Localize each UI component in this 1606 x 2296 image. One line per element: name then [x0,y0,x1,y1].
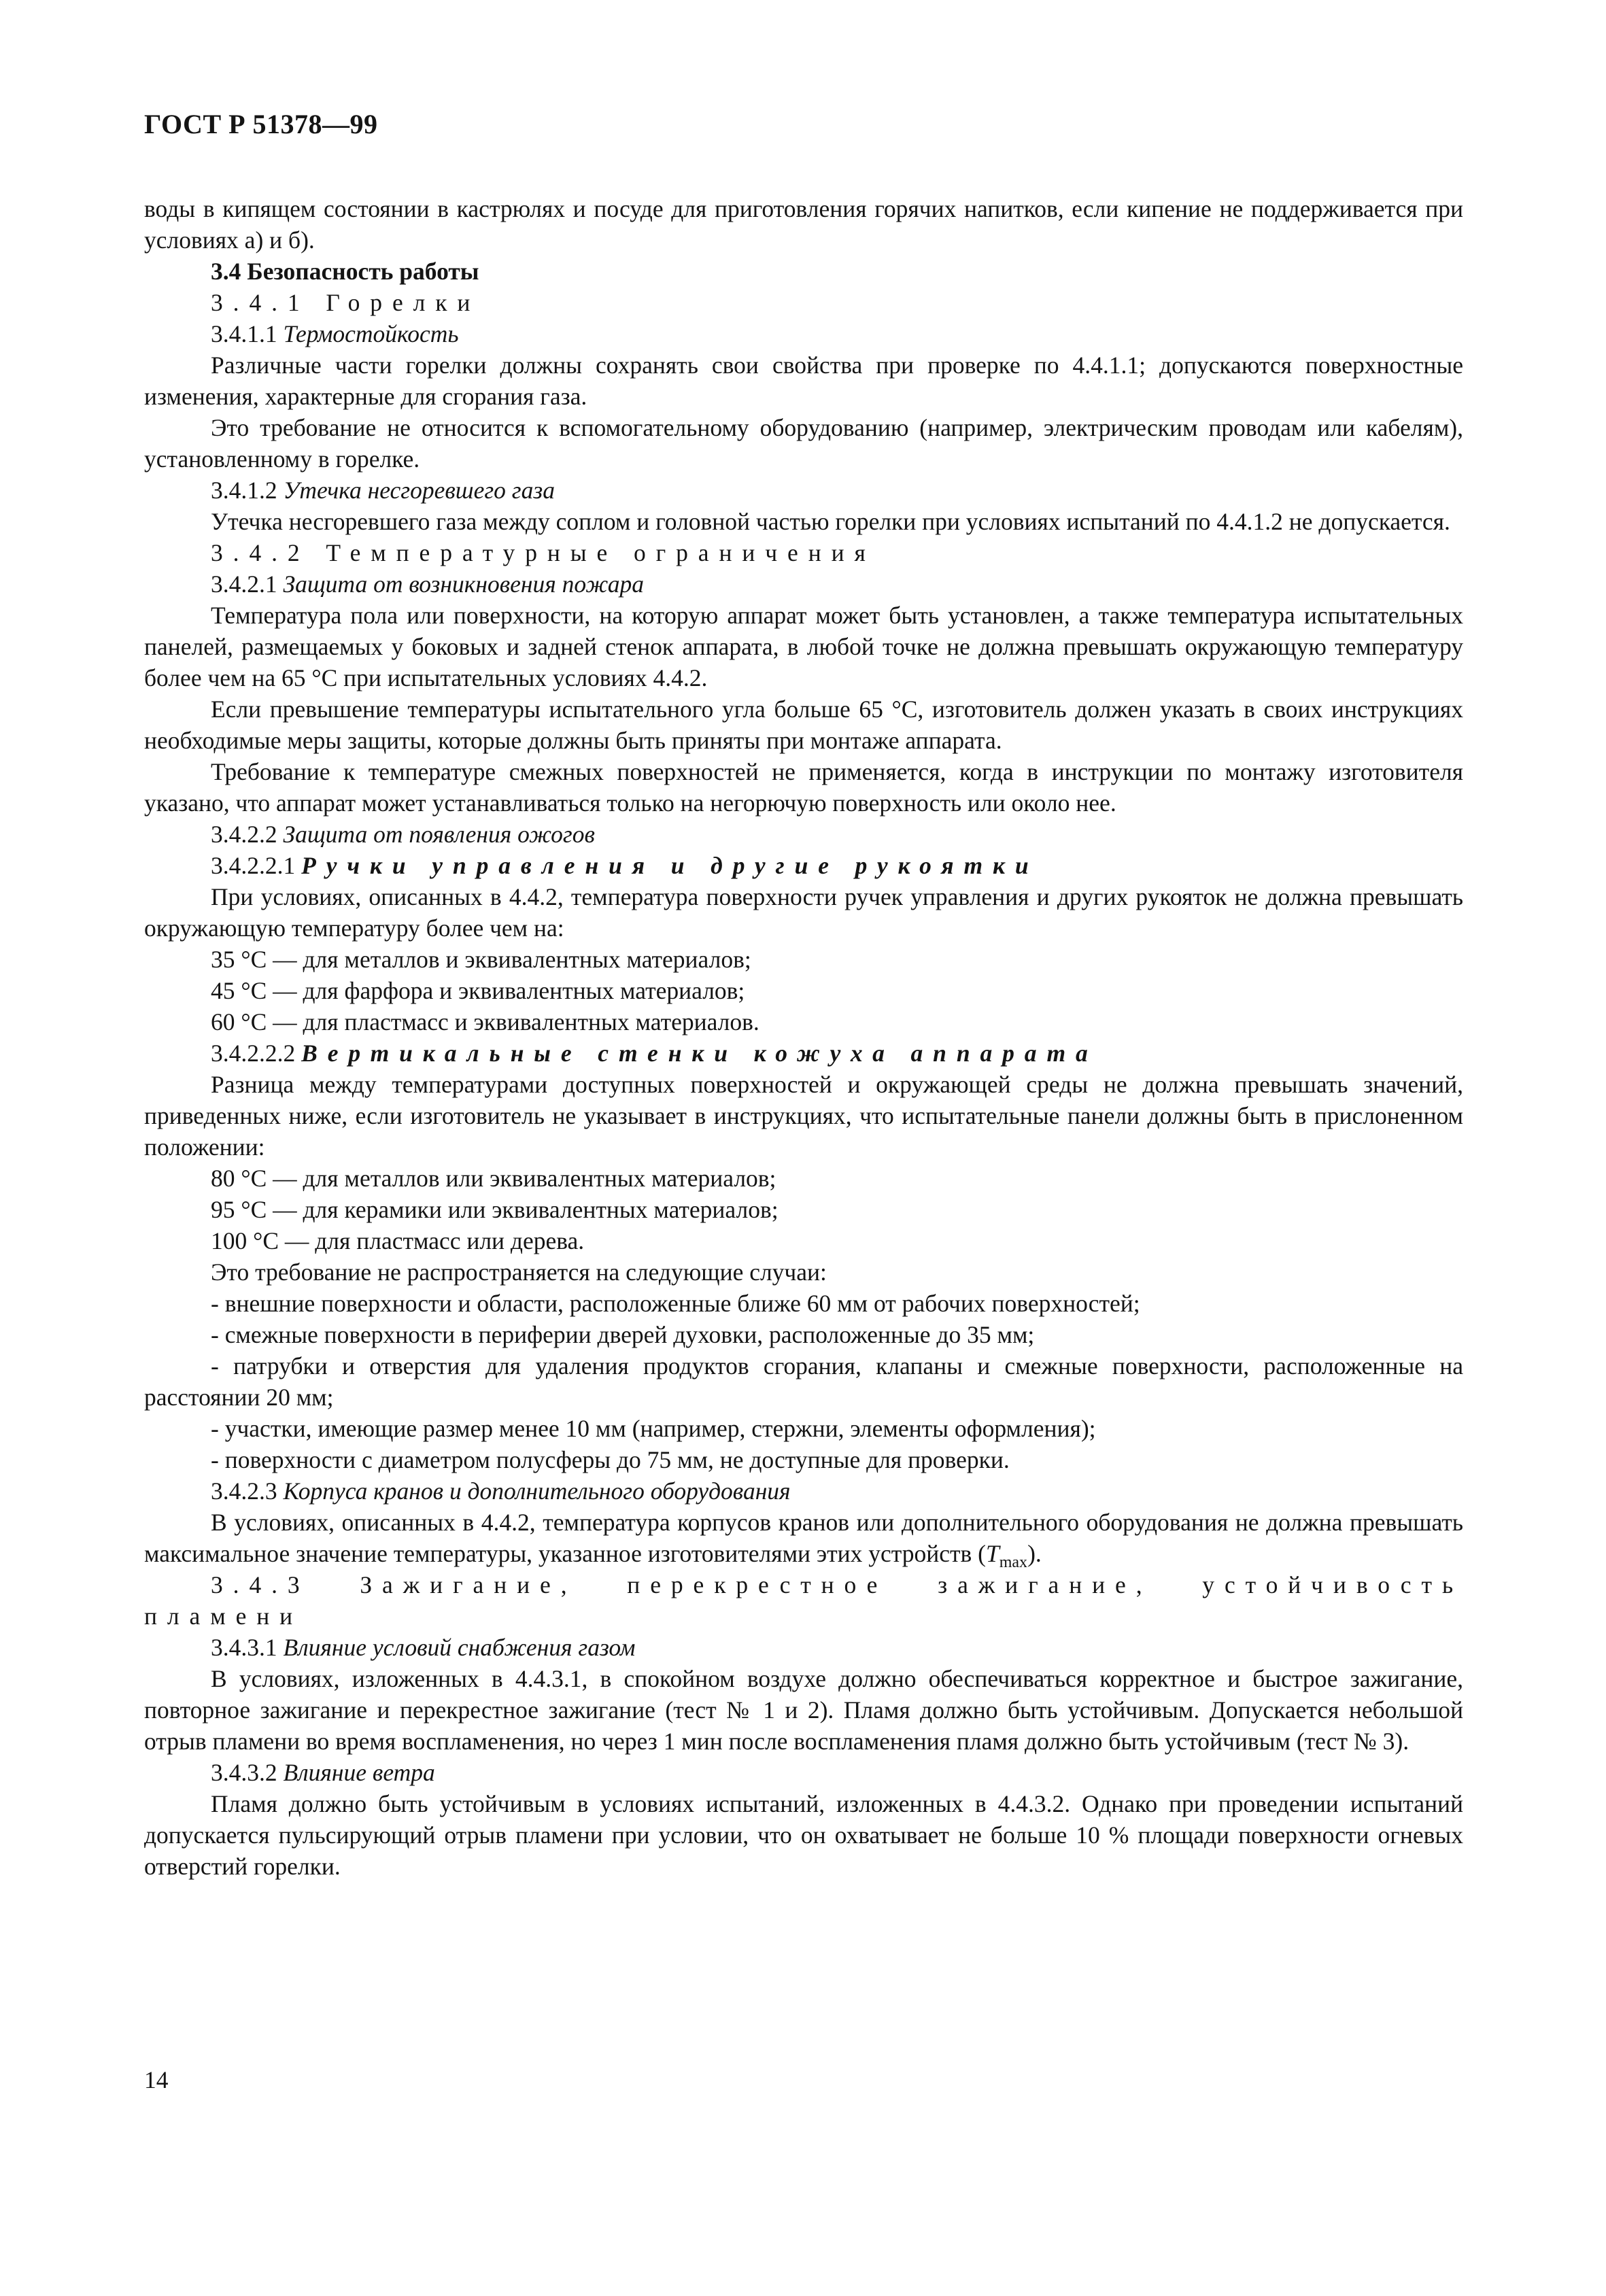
t-symbol: T [985,1540,1000,1567]
paragraph-text: В условиях, описанных в 4.4.2, температура корпусов кранов или дополнительного оборудования не должна превышать максимальное значение температуры, указанное изготовителями этих устройств ( [144,1509,1463,1567]
clause-title: Влияние ветра [283,1759,435,1786]
list-item: 100 °С — для пластмасс или дерева. [211,1227,585,1254]
clause-heading [144,475,1463,506]
subsection-heading: 3.4.1 Горелки [211,289,481,316]
clause-number: 3.4.1.2 [211,477,277,504]
clause-title: Влияние условий снабжения газом [283,1634,636,1661]
clause-heading [144,318,1463,349]
clause-number: 3.4.2.1 [211,570,277,598]
paragraph: Требование к температуре смежных поверхностей не применяется, когда в инструкции по монтажу изготовителя указано, что аппарат может устанавливаться только на негорючую поверхность или около нее. [144,758,1463,817]
list-item: 45 °С — для фарфора и эквивалентных материалов; [211,977,745,1004]
clause-heading [144,1475,1463,1507]
paragraph: Утечка несгоревшего газа между соплом и головной частью горелки при условиях испытаний по 4.4.1.2 не допускается. [211,508,1450,535]
clause-number: 3.4.2.2.2 [211,1040,296,1067]
section-heading: 3.4 Безопасность работы [211,258,479,285]
list-item: 95 °С — для керамики или эквивалентных материалов; [211,1196,779,1223]
dash-item: - участки, имеющие размер менее 10 мм (например, стержни, элементы оформления); [211,1415,1096,1442]
clause-heading [144,1632,1463,1663]
paragraph: воды в кипящем состоянии в кастрюлях и посуде для приготовления горячих напитков, если кипение не поддерживается при условиях а) и б). [144,195,1463,254]
clause-number: 3.4.3.2 [211,1759,277,1786]
list-item: 60 °С — для пластмасс и эквивалентных материалов. [211,1008,759,1035]
subsection-heading-cont: пламени [144,1603,303,1630]
dash-item: - внешние поверхности и области, расположенные ближе 60 мм от рабочих поверхностей; [211,1290,1140,1317]
clause-title: Защита от появления ожогов [283,821,595,848]
dash-item: - патрубки и отверстия для удаления продуктов сгорания, клапаны и смежные поверхности, расположенные на расстоянии 20 мм; [144,1352,1463,1411]
dash-item: - смежные поверхности в периферии дверей духовки, расположенные до 35 мм; [211,1321,1035,1348]
paragraph: Различные части горелки должны сохранять свои свойства при проверке по 4.4.1.1; допускаются поверхностные изменения, характерные для сгорания газа. [144,352,1463,410]
paragraph: Разница между температурами доступных поверхностей и окружающей среды не должна превышать значений, приведенных ниже, если изготовитель не указывает в инструкциях, что испытательные панели должны быть в прислоненном положении: [144,1071,1463,1161]
list-item: 80 °С — для металлов или эквивалентных материалов; [211,1165,776,1192]
t-subscript: max [999,1554,1028,1572]
clause-title: Защита от возникновения пожара [283,570,645,598]
paragraph: При условиях, описанных в 4.4.2, температура поверхности ручек управления и других рукояток не должна превышать окружающую температуру более чем на: [144,883,1463,942]
paragraph [144,1507,1463,1572]
clause-title: Термостойкость [283,320,459,347]
page-number: 14 [144,2066,169,2093]
subsection-heading: 3.4.3 Зажигание, перекрестное зажигание, устойчивость [211,1571,1463,1598]
clause-title: Ручки управления и другие рукоятки [301,852,1039,879]
paragraph: В условиях, изложенных в 4.4.3.1, в спокойном воздухе должно обеспечиваться корректное и быстрое зажигание, повторное зажигание и перекрестное зажигание (тест № 1 и 2). Пламя должно быть устойчивым. Допускается небольшой отрыв пламени во время воспламенения, но через 1 мин после воспламенения пламя должно быть устойчивым (тест № 3). [144,1665,1463,1755]
clause-number: 3.4.3.1 [211,1634,277,1661]
clause-number: 3.4.2.3 [211,1477,277,1505]
paragraph: Если превышение температуры испытательного угла больше 65 °С, изготовитель должен указать в своих инструкциях необходимые меры защиты, которые должны быть приняты при монтаже аппарата. [144,696,1463,754]
subsection-heading: 3.4.2 Температурные ограничения [211,539,876,566]
paragraph-text-end: ). [1027,1540,1042,1567]
list-item: 35 °С — для металлов и эквивалентных материалов; [211,946,751,973]
clause-number: 3.4.2.2.1 [211,852,296,879]
clause-heading [144,1757,1463,1788]
paragraph: Пламя должно быть устойчивым в условиях испытаний, изложенных в 4.4.3.2. Однако при проведении испытаний допускается пульсирующий отрыв пламени при условии, что он охватывает не больше 10 % площади поверхности огневых отверстий горелки. [144,1790,1463,1880]
paragraph: Температура пола или поверхности, на которую аппарат может быть установлен, а также температура испытательных панелей, размещаемых у боковых и задней стенок аппарата, в любой точке не должна превышать окружающую температуру более чем на 65 °С при испытательных условиях 4.4.2. [144,602,1463,691]
dash-item: - поверхности с диаметром полусферы до 75 мм, не доступные для проверки. [211,1446,1010,1473]
clause-number: 3.4.2.2 [211,821,277,848]
clause-title: Утечка несгоревшего газа [283,477,555,504]
clause-title: Корпуса кранов и дополнительного оборудования [283,1477,791,1505]
clause-heading [144,819,1463,850]
paragraph: Это требование не относится к вспомогательному оборудованию (например, электрическим проводам или кабелям), установленному в горелке. [144,414,1463,473]
clause-heading [144,1038,1463,1069]
clause-heading [144,850,1463,881]
clause-heading [144,568,1463,600]
clause-number: 3.4.1.1 [211,320,277,347]
paragraph: Это требование не распространяется на следующие случаи: [211,1258,827,1286]
standard-header: ГОСТ Р 51378—99 [144,109,378,139]
document-page [144,109,1463,1882]
clause-title: Вертикальные стенки кожуха аппарата [301,1040,1098,1067]
